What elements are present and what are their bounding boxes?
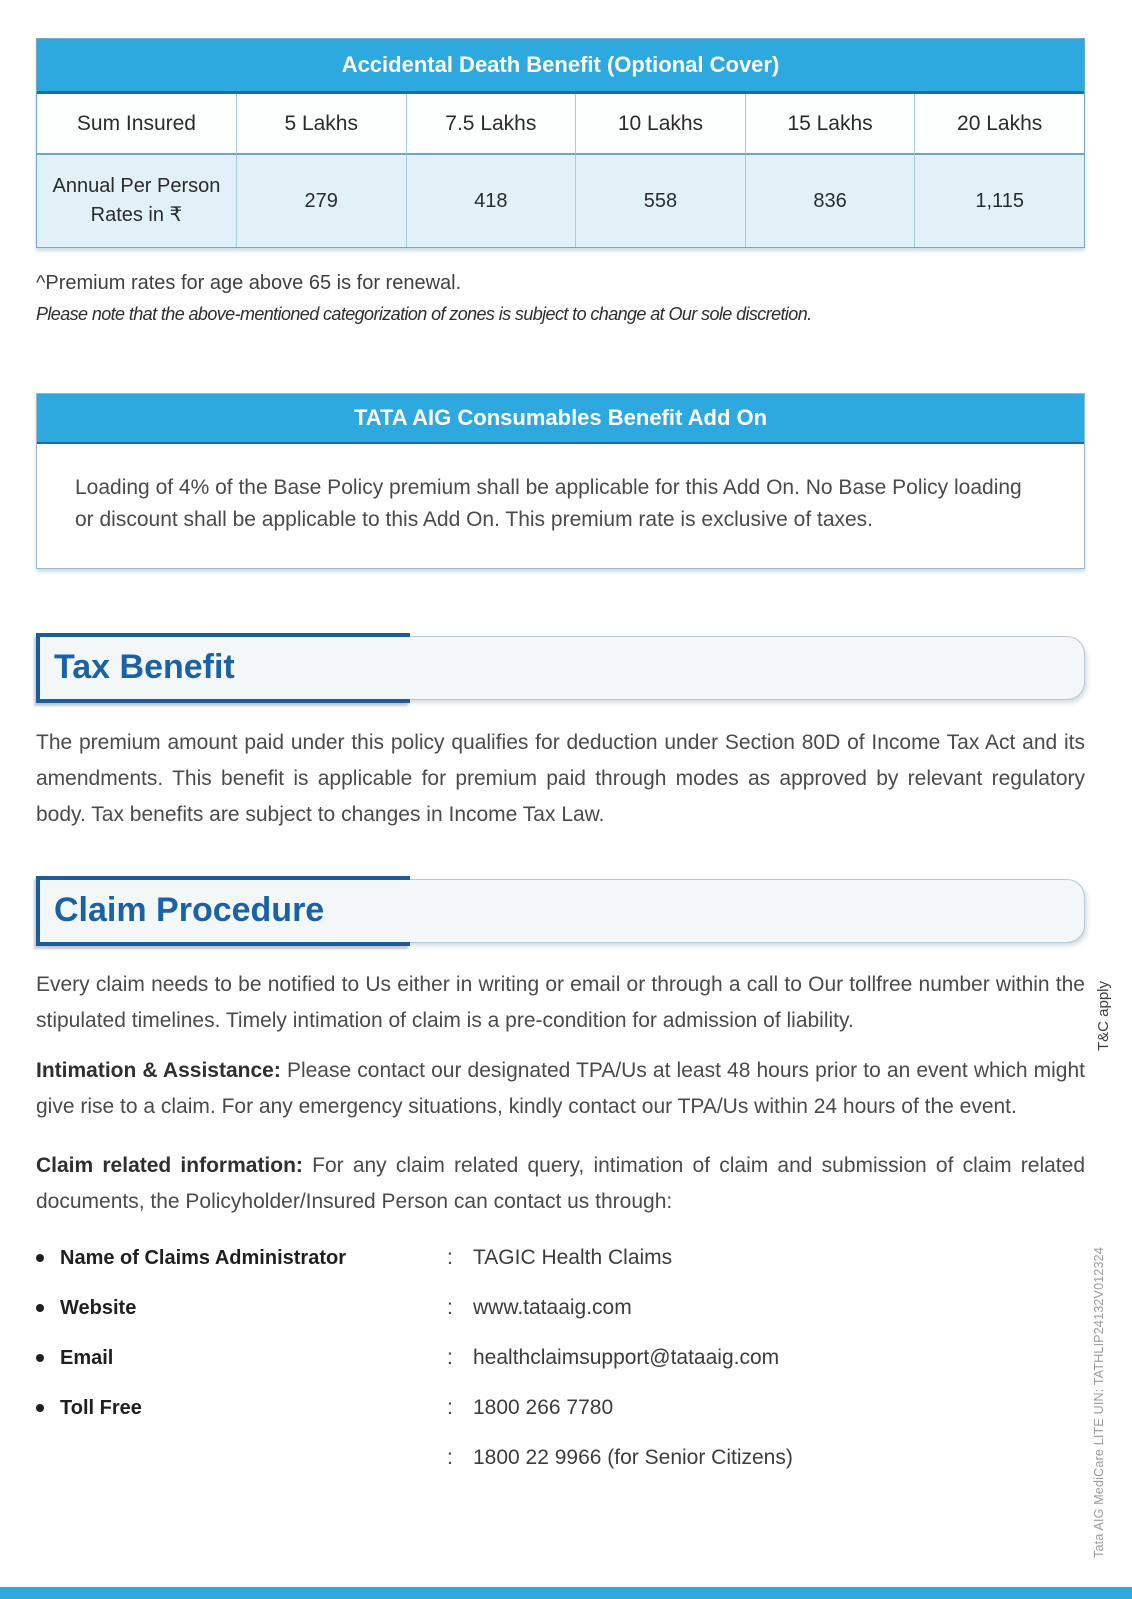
bullet-icon xyxy=(36,1404,44,1412)
contact-label: Toll Free xyxy=(60,1396,142,1419)
footer-bar xyxy=(0,1587,1132,1599)
table-data-row xyxy=(37,155,1084,247)
consumables-body: Loading of 4% of the Base Policy premium shall be applicable for this Add On. No Base Policy loading or discount shall be applicable to this Add On. This premium rate is exclusive of taxes. xyxy=(37,444,1084,568)
list-item xyxy=(36,1446,1085,1470)
page-content xyxy=(36,0,1085,1496)
contact-colon: : xyxy=(447,1345,453,1369)
zone-footnote: Please note that the above-mentioned categorization of zones is subject to change at Our sole discretion. xyxy=(36,304,812,324)
bullet-icon xyxy=(36,1304,44,1312)
claim-procedure-heading: Claim Procedure xyxy=(54,891,325,930)
uin-side-note: Tata AIG MediCare LITE UIN: TATHLIP24132V012324 xyxy=(1092,1247,1106,1558)
bullet-icon xyxy=(36,1254,44,1262)
renewal-footnote: ^Premium rates for age above 65 is for renewal. xyxy=(36,272,462,294)
table-header-row xyxy=(37,94,1084,155)
table-header-cell: 20 Lakhs xyxy=(914,94,1084,155)
contact-colon: : xyxy=(447,1395,453,1419)
claim-contacts-list xyxy=(36,1246,1085,1470)
claim-procedure-heading-box xyxy=(36,879,1085,943)
table-header-cell: 5 Lakhs xyxy=(236,94,406,155)
consumables-addon-box xyxy=(36,393,1085,569)
table-value-cell: 279 xyxy=(236,155,406,247)
table-value-cell: 418 xyxy=(406,155,576,247)
contact-value: 1800 22 9966 (for Senior Citizens) xyxy=(473,1445,793,1469)
claim-info-label: Claim related information: xyxy=(36,1153,303,1177)
table-value-cell: 1,115 xyxy=(914,155,1084,247)
contact-value: TAGIC Health Claims xyxy=(473,1245,673,1269)
contact-colon: : xyxy=(447,1245,453,1269)
tax-benefit-heading: Tax Benefit xyxy=(54,647,235,686)
contact-colon: : xyxy=(447,1295,453,1319)
list-item xyxy=(36,1346,1085,1370)
table-header-cell: 7.5 Lakhs xyxy=(406,94,576,155)
table-value-cell: 836 xyxy=(745,155,915,247)
table-value-cell: 558 xyxy=(575,155,745,247)
bullet-icon xyxy=(36,1354,44,1362)
contact-label: Email xyxy=(60,1346,114,1369)
consumables-title: TATA AIG Consumables Benefit Add On xyxy=(37,394,1084,444)
table-title: Accidental Death Benefit (Optional Cover) xyxy=(37,39,1084,94)
contact-value: healthclaimsupport@tataaig.com xyxy=(473,1345,780,1369)
tc-apply-side-note: T&C apply xyxy=(1095,981,1112,1052)
table-row-label: Annual Per Person Rates in ₹ xyxy=(37,155,236,247)
contact-label: Website xyxy=(60,1296,137,1319)
contact-label: Name of Claims Administrator xyxy=(60,1246,346,1269)
table-header-cell: Sum Insured xyxy=(37,94,236,155)
intimation-text: Please contact our designated TPA/Us at least 48 hours prior to an event which might give rise to a claim. For any emergency situations, kindly contact our TPA/Us within 24 hours of the event. xyxy=(36,1059,1085,1119)
list-item xyxy=(36,1296,1085,1320)
intimation-label: Intimation & Assistance: xyxy=(36,1059,281,1083)
list-item xyxy=(36,1246,1085,1270)
list-item xyxy=(36,1396,1085,1420)
intimation-paragraph xyxy=(36,1053,1085,1125)
claim-intro-paragraph: Every claim needs to be notified to Us either in writing or email or through a call to Our tollfree number within the stipulated timelines. Timely intimation of claim is a pre-condition for admission of liability. xyxy=(36,973,1085,1033)
table-header-cell: 10 Lakhs xyxy=(575,94,745,155)
claim-info-text: For any claim related query, intimation of claim and submission of claim related documents, the Policyholder/Insured Person can contact us through: xyxy=(36,1153,1086,1213)
table-header-cell: 15 Lakhs xyxy=(745,94,915,155)
contact-value: 1800 266 7780 xyxy=(473,1395,614,1419)
tax-benefit-heading-box xyxy=(36,636,1085,700)
tax-benefit-paragraph: The premium amount paid under this policy qualifies for deduction under Section 80D of Income Tax Act and its amendments. This benefit is applicable for premium paid through modes as approved by relevant regulatory body. Tax benefits are subject to changes in Income Tax Law. xyxy=(36,730,1085,827)
claim-info-paragraph xyxy=(36,1148,1085,1220)
contact-colon: : xyxy=(447,1445,453,1469)
contact-value: www.tataaig.com xyxy=(473,1295,632,1319)
accidental-death-benefit-table xyxy=(36,38,1085,248)
